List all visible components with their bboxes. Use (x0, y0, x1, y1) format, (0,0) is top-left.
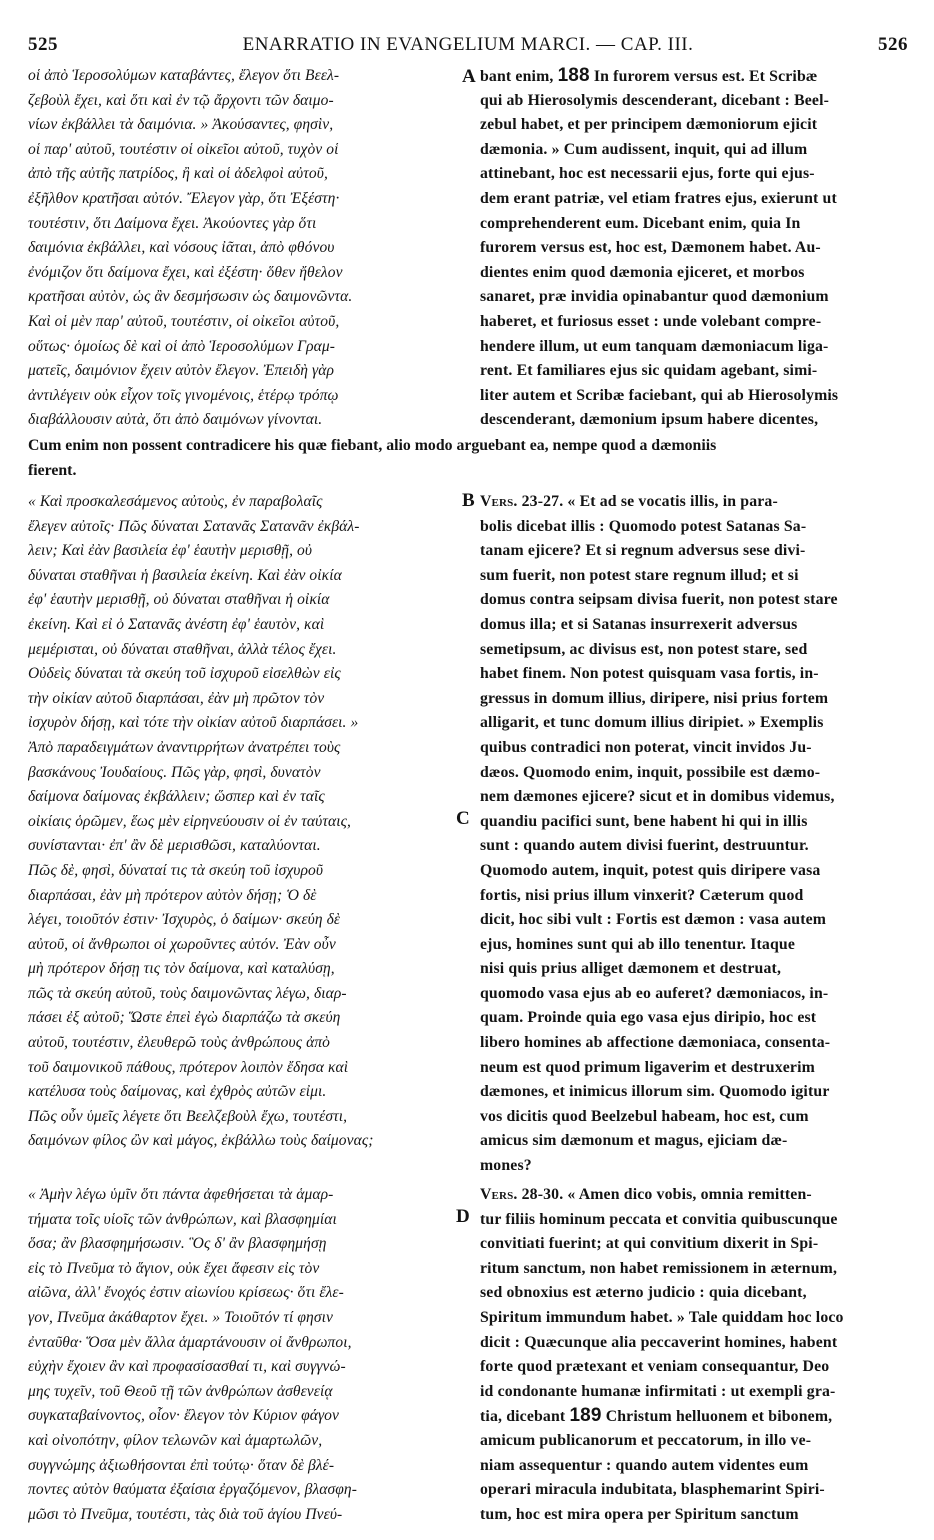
text-line: τήματα τοῖς υἱοῖς τῶν ἀνθρώπων, καὶ βλασφημίαι (28, 1210, 337, 1228)
line-text: sanaret, præ invidia opinabantur quod dæmonium (480, 288, 829, 306)
line-text: sunt : quando autem divisi fuerint, destruuntur. (480, 837, 809, 855)
text-line (480, 564, 908, 589)
text-line (480, 1380, 908, 1405)
text-line: αὐτοῦ, τουτέστιν, ἐλευθερῶ τοὺς ἀνθρώπους ἀπὸ (28, 1034, 331, 1052)
line-text: tanam ejicere? Et si regnum adversus sese divi- (480, 542, 806, 560)
line-text: 28-30. « Amen dico vobis, omnia remitten- (517, 1186, 812, 1203)
text-line (480, 1429, 908, 1454)
text-line: ἐνταῦθα· Ὅσα μὲν ἄλλα ἁμαρτάνουσιν οἱ ἄνθρωποι, (28, 1333, 352, 1351)
line-text: comprehenderent eum. Dicebant enim, quia In (480, 214, 801, 232)
margin-marker-b: B (462, 490, 475, 511)
text-line: « Ἀμὴν λέγω ὑμῖν ὅτι πάντα ἀφεθήσεται τὰ ἁμαρ- (28, 1186, 334, 1203)
text-line: Ἀπὸ παραδειγμάτων ἀναντιρρήτων ἀνατρέπει τοὺς (28, 738, 341, 756)
text-line: συγγνώμης ἀξιωθήσονται ἐπὶ τούτῳ· ὅταν δὲ βλέ- (28, 1456, 335, 1474)
text-line (480, 539, 908, 564)
line-text: convitiati fuerint; at qui convitium dixerit in Spi- (480, 1235, 819, 1253)
line-text: niam assequentur : quando autem videntes eum (480, 1456, 809, 1474)
text-line: αὐτοῦ, οἱ ἄνθρωποι οἱ χωροῦντες αὐτόν. Ἐὰν οὖν (28, 935, 336, 953)
page-number-left: 525 (28, 34, 58, 55)
text-line: ποντες αὐτὸν θαύματα ἐξαίσια ἐργαζόμενον, βλασφη- (28, 1481, 357, 1499)
text-line (480, 1006, 908, 1031)
text-line: δύναται σταθῆναι ἡ βασιλεία ἐκείνη. Καὶ ἐὰν οἰκία (28, 566, 342, 584)
text-line: τοῦ δαιμονικοῦ πάθους, πρότερον λοιπὸν ἔδησα καὶ (28, 1058, 349, 1076)
text-line (480, 1404, 908, 1429)
text-line (480, 884, 908, 909)
text-line (480, 687, 908, 712)
text-line (480, 1454, 908, 1479)
line-text: Spiritum immundum habet. » Tale quiddam hoc loco (480, 1308, 844, 1326)
text-line (480, 1281, 908, 1306)
line-text: dientes enim quod dæmonia ejiceret, et morbos (480, 263, 805, 281)
line-text: attinebant, hoc est necessarii ejus, forte qui ejus- (480, 165, 815, 183)
line-text: tum, hoc est mira opera per Spiritum sanctum (480, 1505, 799, 1523)
text-line (480, 736, 908, 761)
line-text: amicum publicanorum et peccatorum, in illo ve- (480, 1431, 812, 1449)
text-line (480, 1306, 908, 1331)
line-text: gressus in domum illius, diripere, nisi prius fortem (480, 689, 829, 707)
text-line: κρατῆσαι αὐτὸν, ὡς ἂν δεσμήσωσιν ὡς δαιμονῶντα. (28, 288, 353, 306)
text-line (480, 810, 908, 835)
line-text: descenderant, dæmonium ipsum habere dicentes, (480, 411, 819, 429)
text-line (480, 335, 908, 360)
line-text: dicit, hoc sibi vult : Fortis est dæmon : vasa autem (480, 911, 827, 929)
text-line (480, 1031, 908, 1056)
text-line: ζεβοὺλ ἔχει, καὶ ὅτι καὶ ἐν τῷ ἄρχοντι τῶν δαιμο- (28, 91, 334, 109)
line-text: quandiu pacifici sunt, bene habent hi qui in illis (480, 812, 808, 830)
text-line (480, 1056, 908, 1081)
text-line: γον, Πνεῦμα ἀκάθαρτον ἔχει. » Τοιοῦτόν τί φησιν (28, 1308, 333, 1326)
running-title: ENARRATIO IN EVANGELIUM MARCI. — CAP. III. (242, 34, 694, 55)
text-line (480, 908, 908, 933)
text-line: οἱ ἀπὸ Ἱεροσολύμων καταβάντες, ἔλεγον ὅτι Βεελ- (28, 67, 340, 84)
text-line (480, 408, 908, 433)
line-text: haberet, et furiosus esset : unde volebant compre- (480, 312, 822, 330)
text-line (480, 834, 908, 859)
line-text: 23-27. « Et ad se vocatis illis, in para- (517, 493, 778, 510)
line-text: id condonante humanæ infirmitati : ut exempli gra- (480, 1382, 836, 1400)
text-line: διαβάλλουσιν αὐτὰ, ὅτι ἀπὸ δαιμόνων γίνονται. (28, 411, 323, 429)
text-line (480, 933, 908, 958)
text-line: λέγει, τοιοῦτόν ἐστιν· Ἰσχυρὸς, ὁ δαίμων· σκεύη δὲ (28, 911, 341, 929)
text-line (480, 515, 908, 540)
line-text: sed obnoxius est æterno judicio : quia dicebant, (480, 1284, 807, 1302)
line-text: quam. Proinde quia ego vasa ejus diripio, hoc est (480, 1009, 817, 1027)
line-text: bolis dicebat illis : Quomodo potest Satanas Sa- (480, 517, 807, 535)
text-line (480, 359, 908, 384)
line-text: furorem versus est, hoc est, Dæmonem habet. Au- (480, 239, 821, 257)
text-line (480, 89, 908, 114)
text-line (480, 1105, 908, 1130)
text-line (480, 638, 908, 663)
text-line: Οὐδεὶς δύναται τὰ σκεύη τοῦ ἰσχυροῦ εἰσελθὼν εἰς (28, 665, 341, 683)
text-line (480, 261, 908, 286)
text-line (480, 982, 908, 1007)
text-line: fierent. (28, 461, 77, 479)
latin-column-bottom (480, 1183, 908, 1527)
text-line: πῶς τὰ σκεύη αὐτοῦ, τοὺς δαιμονῶντας λέγω, διαρ- (28, 984, 347, 1002)
text-line (480, 138, 908, 163)
text-line: οἰκίαις ὁρῶμεν, ἕως μὲν εἰρηνεύουσιν οἱ ἐν ταύταις, (28, 812, 351, 830)
margin-marker-a: A (462, 66, 476, 87)
line-text: ejus, homines sunt qui ab illo tenentur. Itaque (480, 935, 796, 953)
line-text: tia, dicebant (480, 1408, 570, 1426)
text-line: αἰῶνα, ἀλλ' ἔνοχός ἐστιν αἰωνίου κρίσεως· ὅτι ἔλε- (28, 1284, 344, 1302)
line-text: nem dæmones ejicere? sicut et in domibus videmus, (480, 788, 835, 806)
line-text: rent. Et familiares ejus sic quidam agebant, simi- (480, 362, 818, 380)
line-text: sum fuerit, non potest stare regnum illud; et si (480, 566, 799, 584)
text-line (480, 212, 908, 237)
text-line: ἐνόμιζον ὅτι δαίμονα ἔχει, καὶ ἐξέστη· ὅθεν ἤθελον (28, 263, 343, 281)
line-text: zebul habet, et per principem dæmoniorum ejicit (480, 116, 818, 134)
text-line: καὶ οἰνοπότην, φίλον τελωνῶν καὶ ἁμαρτωλῶν, (28, 1431, 323, 1449)
text-line: ἀντιλέγειν οὐκ εἶχον τοῖς γινομένοις, ἑτέρῳ τρόπῳ (28, 386, 339, 404)
text-line: δαίμονα δαίμονας ἐκβάλλειν; ὥσπερ καὶ ἐν ταῖς (28, 788, 325, 806)
text-line (480, 1355, 908, 1380)
text-line: εὐχὴν ἔχοιεν ἂν καὶ προφασίσασθαί τι, καὶ συγγνώ- (28, 1358, 346, 1376)
text-line (480, 1129, 908, 1154)
line-text: liter autem et Scribæ faciebant, qui ab Hierosolymis (480, 386, 839, 404)
text-line: ἐφ' ἑαυτὴν μερισθῇ, οὐ δύναται σταθῆναι ἡ οἰκία (28, 591, 330, 609)
text-line: Πῶς δὲ, φησὶ, δύναταί τις τὰ σκεύη τοῦ ἰσχυροῦ (28, 861, 324, 879)
line-text: operari miracula indubitata, blasphemarint Spiri- (480, 1481, 825, 1499)
latin-column-middle (480, 490, 908, 1179)
text-line: τὴν οἰκίαν αὐτοῦ διαρπάσαι, ἐὰν μὴ πρῶτον τὸν (28, 689, 325, 707)
text-line (480, 785, 908, 810)
text-line (480, 1478, 908, 1503)
text-line: διαρπάσαι, ἐὰν μὴ πρότερον αὐτὸν δήσῃ; Ὁ δὲ (28, 886, 317, 904)
line-text: bant enim, (480, 68, 558, 85)
line-text: amicus sim dæmonum et magus, ejiciam dæ- (480, 1132, 788, 1150)
text-line (480, 384, 908, 409)
text-line: βασκάνους Ἰουδαίους. Πῶς γὰρ, φησὶ, δυνατὸν (28, 763, 321, 781)
line-text: libero homines ab affectione dæmoniaca, consenta- (480, 1034, 831, 1052)
text-line (480, 711, 908, 736)
line-text: tur filiis hominum peccata et convitia quibuscunque (480, 1210, 838, 1228)
text-line (480, 1080, 908, 1105)
line-text: ritum sanctum, non habet remissionem in æternum, (480, 1259, 838, 1277)
line-text: hendere illum, ut eum tanquam dæmoniacum liga- (480, 337, 829, 355)
line-text: vos dicitis quod Beelzebul habeam, hoc est, cum (480, 1107, 809, 1125)
line-text: nisi quis prius alliget dæmonem et destruat, (480, 960, 782, 978)
text-line: Cum enim non possent contradicere his quæ fiebant, alio modo arguebant ea, nempe quod a dæmoniis (28, 437, 717, 454)
verse-label: Vers. (480, 1186, 518, 1203)
line-text: fortis, nisi prius illum vinxerit? Cæterum quod (480, 886, 804, 904)
text-line: νίων ἐκβάλλει τὰ δαιμόνια. » Ἀκούσαντες, φησὶν, (28, 116, 334, 134)
text-line: μὴ πρότερον δήσῃ τις τὸν δαίμονα, καὶ καταλύσῃ, (28, 960, 335, 978)
text-line: πάσει ἐξ αὐτοῦ; Ὥστε ἐπεὶ ἐγὼ διαρπάζω τὰ σκεύη (28, 1009, 341, 1027)
text-line: συγκαταβαίνοντος, οἷον· ἔλεγον τὸν Κύριον φάγον (28, 1407, 340, 1425)
line-text: neum est quod primum ligaverim et destruxerim (480, 1058, 815, 1076)
verse-label: Vers. (480, 493, 518, 510)
text-line: ἔλεγεν αὐτοῖς· Πῶς δύναται Σατανᾶς Σατανᾶν ἐκβάλ- (28, 517, 360, 535)
text-line: συνίστανται· ἐπ' ἂν δὲ μερισθῶσι, καταλύονται. (28, 837, 321, 855)
text-line (480, 613, 908, 638)
line-text: forte quod prætexant et veniam consequantur, Deo (480, 1358, 830, 1376)
line-text: quomodo vasa ejus ab eo auferet? dæmoniacos, in- (480, 984, 829, 1002)
text-line (480, 1331, 908, 1356)
line-text: dæmonia. » Cum audissent, inquit, qui ad illum (480, 140, 808, 158)
text-line (480, 1208, 908, 1233)
running-header (28, 34, 908, 60)
text-line: δαιμόνων φίλος ὢν καὶ μάγος, ἐκβάλλω τοὺς δαίμονας; (28, 1132, 374, 1150)
text-line (480, 64, 908, 89)
text-line: τουτέστιν, ὅτι Δαίμονα ἔχει. Ἀκούοντες γὰρ ὅτι (28, 214, 317, 232)
text-line (480, 1232, 908, 1257)
line-text: semetipsum, ac divisus est, non potest stare, sed (480, 640, 808, 658)
text-line (480, 187, 908, 212)
line-text: domus illa; et si Satanas insurrexerit adversus (480, 615, 798, 633)
text-line: ἐξῆλθον κρατῆσαι αὐτόν. Ἔλεγον γὰρ, ὅτι Ἐξέστη· (28, 189, 340, 207)
text-line: ματεῖς, δαιμόνιον ἔχειν αὐτὸν ἔλεγον. Ἐπειδὴ γὰρ (28, 362, 335, 380)
text-line: ἀπὸ τῆς αὐτῆς πατρίδος, ἢ καὶ οἱ ἀδελφοὶ αὐτοῦ, (28, 165, 328, 183)
text-line: ἐκείνη. Καὶ εἰ ὁ Σατανᾶς ἀνέστη ἐφ' ἑαυτὸν, καὶ (28, 615, 325, 633)
text-line (480, 162, 908, 187)
latin-column-top (480, 64, 908, 433)
greek-column-bottom (28, 1183, 460, 1527)
line-text: mones? (480, 1157, 532, 1175)
text-line: μεμέρισται, οὐ δύναται σταθῆναι, ἀλλὰ τέλος ἔχει. (28, 640, 337, 658)
greek-column-middle (28, 490, 460, 1154)
column-number: 189 (569, 1405, 602, 1427)
text-line (480, 588, 908, 613)
text-line: Πῶς οὖν ὑμεῖς λέγετε ὅτι Βεελζεβοὺλ ἔχω, τουτέστι, (28, 1107, 348, 1125)
line-text: habet finem. Non potest quisquam vasa fortis, in- (480, 665, 819, 683)
line-text: alligarit, et tunc domum illius diripiet. » Exemplis (480, 714, 824, 732)
text-line (480, 113, 908, 138)
line-text: dæos. Quomodo enim, inquit, possibile est dæmo- (480, 763, 821, 781)
line-text: domus contra seipsam divisa fuerit, non potest stare (480, 591, 838, 609)
line-text: Christum helluonem et bibonem, (601, 1408, 833, 1426)
text-line: δαιμόνια ἐκβάλλει, καὶ νόσους ἰᾶται, ἀπὸ φθόνου (28, 239, 335, 257)
text-line: κατέλυσα τοὺς δαίμονας, καὶ ἐχθρὸς αὐτῶν εἰμι. (28, 1083, 327, 1101)
line-text: Quomodo autem, inquit, potest quis diripere vasa (480, 861, 821, 879)
line-text: dicit : Quæcunque alia peccaverint homines, habent (480, 1333, 838, 1351)
text-line (480, 285, 908, 310)
text-line: οἱ παρ' αὐτοῦ, τουτέστιν οἱ οἰκεῖοι αὐτοῦ, τυχὸν οἱ (28, 140, 339, 158)
text-line (480, 1183, 908, 1208)
text-line (480, 662, 908, 687)
text-line: οὕτως· ὁμοίως δὲ καὶ οἱ ἀπὸ Ἱεροσολύμων Γραμ- (28, 337, 335, 355)
text-line (480, 310, 908, 335)
margin-marker-d: D (456, 1206, 470, 1227)
line-text: quibus contradici non poterat, vincit invidos Ju- (480, 738, 812, 756)
text-line (480, 1257, 908, 1282)
text-line: « Καὶ προσκαλεσάμενος αὐτοὺς, ἐν παραβολαῖς (28, 493, 323, 510)
text-line (480, 490, 908, 515)
text-line: λειν; Καὶ ἐὰν βασιλεία ἐφ' ἑαυτὴν μερισθῇ, οὐ (28, 542, 313, 560)
text-line (480, 761, 908, 786)
text-line: εἰς τὸ Πνεῦμα τὸ ἅγιον, οὐκ ἔχει ἄφεσιν εἰς τὸν (28, 1259, 320, 1277)
line-text: In furorem versus est. Et Scribæ (589, 68, 818, 85)
text-line (480, 1154, 908, 1179)
text-line (480, 1503, 908, 1528)
text-line (480, 957, 908, 982)
text-line (480, 859, 908, 884)
text-line: μης τυχεῖν, τοῦ Θεοῦ τῇ τῶν ἀνθρώπων ἀσθενείᾳ (28, 1382, 333, 1400)
greek-column-top (28, 64, 460, 433)
margin-marker-c: C (456, 808, 470, 829)
line-text: dem erant patriæ, vel etiam fratres ejus, exierunt ut (480, 189, 837, 207)
line-text: dæmones, et inimicus illorum sim. Quomodo igitur (480, 1083, 830, 1101)
text-line: Καὶ οἱ μὲν παρ' αὐτοῦ, τουτέστιν, οἱ οἰκεῖοι αὐτοῦ, (28, 312, 340, 330)
text-line (480, 236, 908, 261)
column-number: 188 (557, 65, 590, 86)
full-width-paragraph (28, 434, 908, 483)
page-number-right: 526 (878, 34, 908, 55)
text-line: ἰσχυρὸν δήσῃ, καὶ τότε τὴν οἰκίαν αὐτοῦ διαρπάσει. » (28, 714, 359, 732)
text-line: μῶσι τὸ Πνεῦμα, τουτέστι, τὰς διὰ τοῦ ἁγίου Πνεύ- (28, 1505, 343, 1523)
line-text: qui ab Hierosolymis descenderant, dicebant : Beel- (480, 91, 830, 109)
text-line: ὅσα; ἂν βλασφημήσωσιν. Ὃς δ' ἂν βλασφημήσῃ (28, 1235, 327, 1253)
